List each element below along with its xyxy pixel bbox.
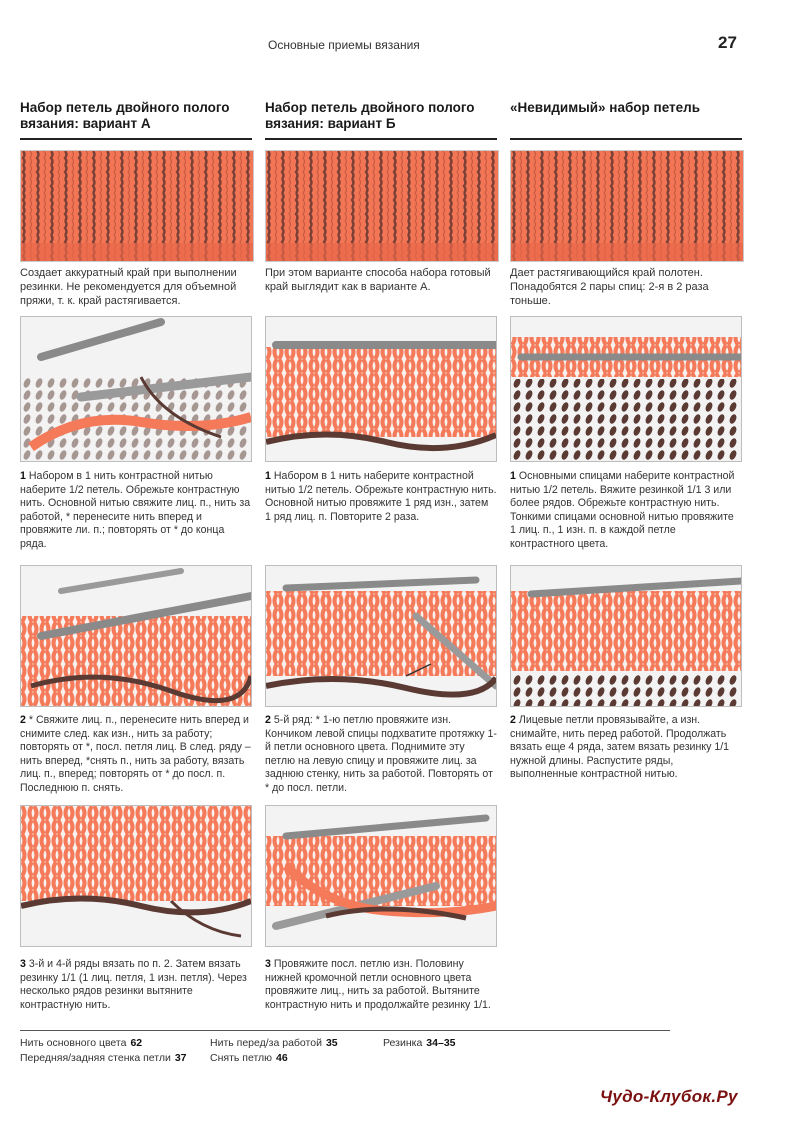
section-title: Набор петель двойного полого вязания: вариант А — [20, 100, 230, 131]
running-header-title: Основные приемы вязания — [268, 38, 420, 52]
step-illustration — [510, 565, 742, 707]
xref-yarn-front-back[interactable]: Нить перед/за работой 35 — [210, 1037, 338, 1049]
step-illustration — [265, 316, 497, 462]
step-illustration — [20, 805, 252, 947]
step-illustration — [265, 565, 497, 707]
step-2-text: 2 5-й ряд: * 1-ю петлю провяжите изн. Кончиком левой спицы подхватите протяжку 1-й петли основного цвета. Поднимите эту петлю на левую спицу и провяжите лиц. за заднюю стенку, нить за работой. Повторять от * до посл. петли. — [265, 714, 497, 794]
site-watermark: Чудо-Клубок.Ру — [600, 1087, 738, 1106]
intro-text: Создает аккуратный край при выполнении резинки. Не рекомендуется для объемной пряжи, т. к. край растягивается. — [20, 267, 237, 307]
step-illustration — [20, 316, 252, 462]
rib-swatch-image — [265, 150, 499, 262]
step-illustration — [20, 565, 252, 707]
step-1-text: 1 Набором в 1 нить наберите контрастной нитью 1/2 петель. Обрежьте контрастную нить. Основной нитью провяжите 1 ряд изн., затем 1 ряд лиц. п. Повторите 2 раза. — [265, 470, 497, 523]
intro-text: Дает растягивающийся край полотен. Понадобятся 2 пары спиц: 2-я в 2 раза тоньше. — [510, 267, 709, 307]
intro-text: При этом варианте способа набора готовый край выглядит как в варианте А. — [265, 267, 491, 293]
section-title: Набор петель двойного полого вязания: вариант Б — [265, 100, 475, 131]
xref-main-yarn[interactable]: Нить основного цвета 62 — [20, 1037, 143, 1049]
step-3-text: 3 3-й и 4-й ряды вязать по п. 2. Затем вязать резинку 1/1 (1 лиц. петля, 1 изн. петля). Через несколько рядов резинки вытяните контрастную нить. — [20, 958, 247, 1011]
step-2-text: 2 Лицевые петли провязывайте, а изн. снимайте, нить перед работой. Продолжать вязать еще 4 ряда, затем вязать резинку 1/1 нужной длины. Распустите ряды, выполненные контрастной нитью. — [510, 714, 730, 780]
page-number: 27 — [718, 33, 737, 52]
xref-front-back-loop[interactable]: Передняя/задняя стенка петли 37 — [20, 1052, 187, 1064]
step-1-text: 1 Набором в 1 нить контрастной нитью наберите 1/2 петель. Обрежьте контрастную нить. Основной нитью свяжите лиц. п., нить за работой, * перенесите нить вперед и провяжите ли. п.; повторять от * до конца ряда. — [20, 470, 251, 550]
step-1-text: 1 Основными спицами наберите контрастной нитью 1/2 петель. Вяжите резинкой 1/1 3 или более рядов. Обрежьте контрастную нить. Тонкими спицами основной нитью провяжите 1 лиц. п., 1 изн. п. в каждой петле контрастного цвета. — [510, 470, 735, 550]
step-2-text: 2 * Свяжите лиц. п., перенесите нить вперед и снимите след. как изн., нить за работу; повторять от *, посл. петля лиц. В след. ряду – нить вперед, *снять п., нить за работу, вязать лиц. п., вперед; повторять от * до посл. п. Последнюю п. снять. — [20, 714, 251, 794]
footer-rule — [20, 1030, 670, 1031]
title-rule — [265, 138, 497, 140]
xref-slip-stitch[interactable]: Снять петлю 46 — [210, 1052, 288, 1064]
rib-swatch-image — [20, 150, 254, 262]
title-rule — [20, 138, 252, 140]
step-illustration — [265, 805, 497, 947]
section-title: «Невидимый» набор петель — [510, 100, 701, 115]
rib-swatch-image — [510, 150, 744, 262]
xref-ribbing[interactable]: Резинка 34–35 — [383, 1037, 456, 1049]
step-3-text: 3 Провяжите посл. петлю изн. Половину нижней кромочной петли основного цвета провяжите лиц., нить за работой. Вытяните контрастную нить и продолжайте резинку 1/1. — [265, 958, 491, 1011]
title-rule — [510, 138, 742, 140]
step-illustration — [510, 316, 742, 462]
